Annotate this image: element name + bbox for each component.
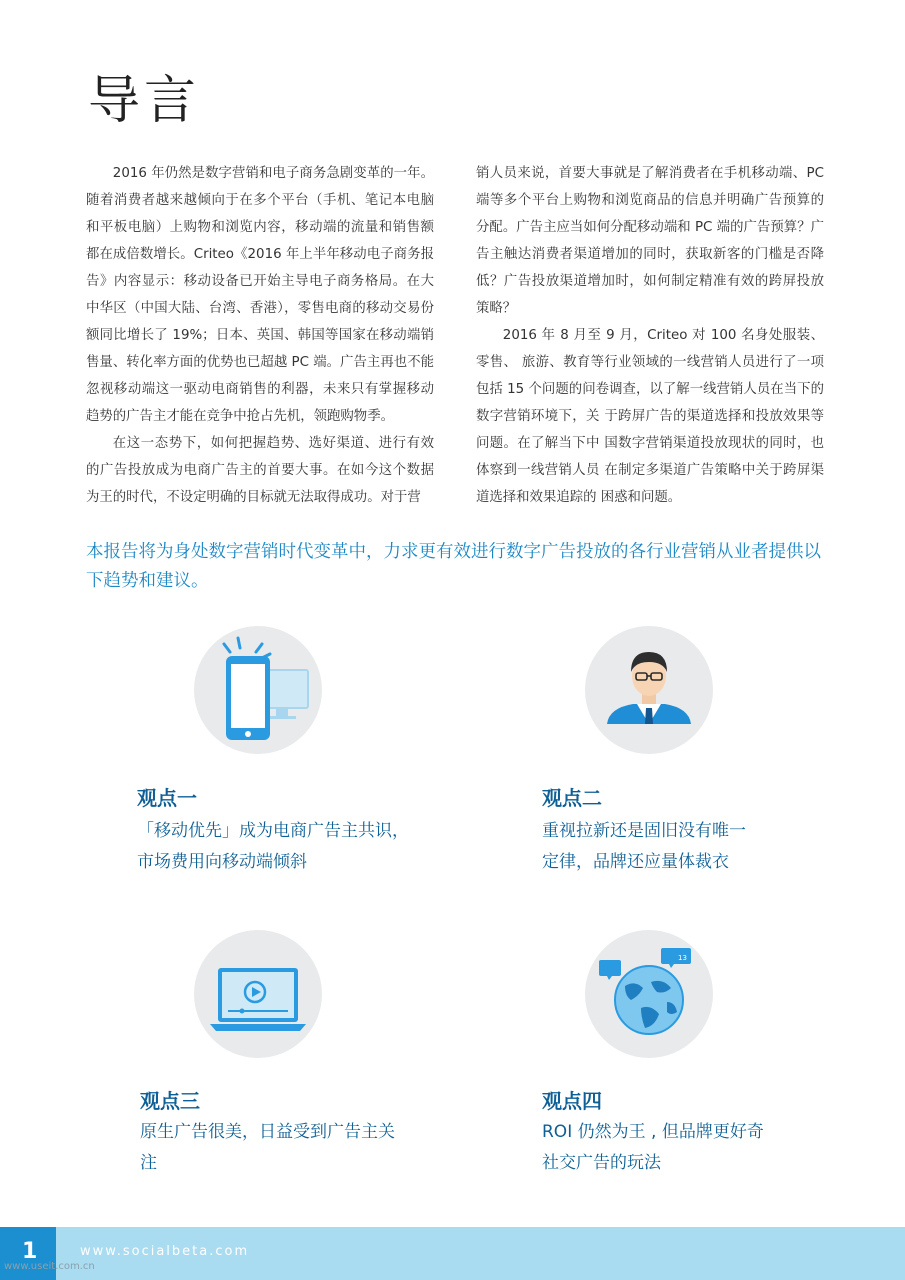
viewpoint-text (542, 1117, 832, 1179)
viewpoint-text-line: 重视拉新还是固旧没有唯一 (542, 821, 746, 841)
viewpoint-text (140, 1117, 430, 1179)
intro-paragraph: 2016 年仍然是数字营销和电子商务急剧变革的一年。随着消费者越来越倾向于在多个平台（手机、笔记本电脑和平板电脑）上购物和浏览内容，移动端的流量和销售额都在成倍数增长。Criteo《2016 年上半年移动电子商务报告》内容显示：移动设备已开始主导电子商务格局。在大中华区（中国大陆、台湾、香港），零售电商的移动交易份额同比增长了 19%；日本、英国、韩国等国家在移动端销售量、转化率方面的优势也已超越 PC 端。广告主再也不能忽视移动端这一驱动电商销售的利器，未来只有掌握移动趋势的广告主才能在竞争中抢占先机，领跑购物季。 (86, 166, 434, 424)
page-title: 导言 (88, 71, 201, 131)
mobile-devices-icon (194, 626, 322, 754)
intro-paragraph-continued: 销人员来说，首要大事就是了解消费者在手机移动端、PC 端等多个平台上购物和浏览商品的信息并明确广告预算的分配。广告主应当如何分配移动端和 PC 端的广告预算？广告主触达消费者渠道增加的同时，获取新客的门槛是否降低？广告投放渠道增加时，如何制定精准有效的跨屏投放策略？ (476, 166, 824, 316)
footer-url: www.socialbeta.com (80, 1244, 250, 1259)
viewpoint-title: 观点一 (137, 786, 197, 810)
viewpoint-text-line: 市场费用向移动端倾斜 (137, 852, 307, 872)
page-number: 1 (22, 1239, 38, 1264)
intro-paragraph: 在这一态势下，如何把握趋势、选好渠道、进行有效的广告投放成为电商广告主的首要大事。在如今这个数据为王的时代，不设定明确的目标就无法取得成功。对于营 (86, 436, 434, 505)
viewpoint-text-line: 「移动优先」成为电商广告主共识， (137, 821, 409, 841)
lead-statement: 本报告将为身处数字营销时代变革中，力求更有效进行数字广告投放的各行业营销从业者提供以下趋势和建议。 (86, 542, 821, 591)
page-number-box (0, 1227, 56, 1280)
viewpoint-text-line: ROI 仍然为王 , 但品牌更好奇 (542, 1122, 764, 1142)
businessman-icon (585, 626, 713, 754)
viewpoint-title: 观点四 (542, 1089, 602, 1113)
intro-left-column (86, 160, 434, 511)
intro-right-column (476, 160, 824, 511)
viewpoint-title: 观点三 (140, 1089, 200, 1113)
viewpoint-text-line: 原生广告很美，日益受到广告主关 (140, 1122, 395, 1142)
likes-count: 13 (678, 954, 687, 962)
watermark: www.useit.com.cn (4, 1261, 95, 1272)
intro-paragraph: 2016 年 8 月至 9 月，Criteo 对 100 名身处服装、零售、 旅游、教育等行业领域的一线营销人员进行了一项包括 15 个问题的问卷调查，以了解一线营销人员在当下的数字营销环境下，关 于跨屏广告的渠道选择和投放效果等问题。在了解当下中 国数字营销渠道投放现状的同时，也体察到一线营销人员 在制定多渠道广告策略中关于跨屏渠道选择和效果追踪的 困惑和问题。 (476, 328, 824, 505)
viewpoint-text-line: 社交广告的玩法 (542, 1153, 661, 1173)
laptop-video-icon (194, 930, 322, 1058)
social-globe-icon (585, 930, 713, 1058)
viewpoint-title: 观点二 (542, 786, 602, 810)
viewpoint-text (137, 816, 427, 878)
viewpoint-text (542, 816, 832, 878)
viewpoint-text-line: 定律，品牌还应量体裁衣 (542, 852, 729, 872)
viewpoint-text-line: 注 (140, 1153, 157, 1173)
